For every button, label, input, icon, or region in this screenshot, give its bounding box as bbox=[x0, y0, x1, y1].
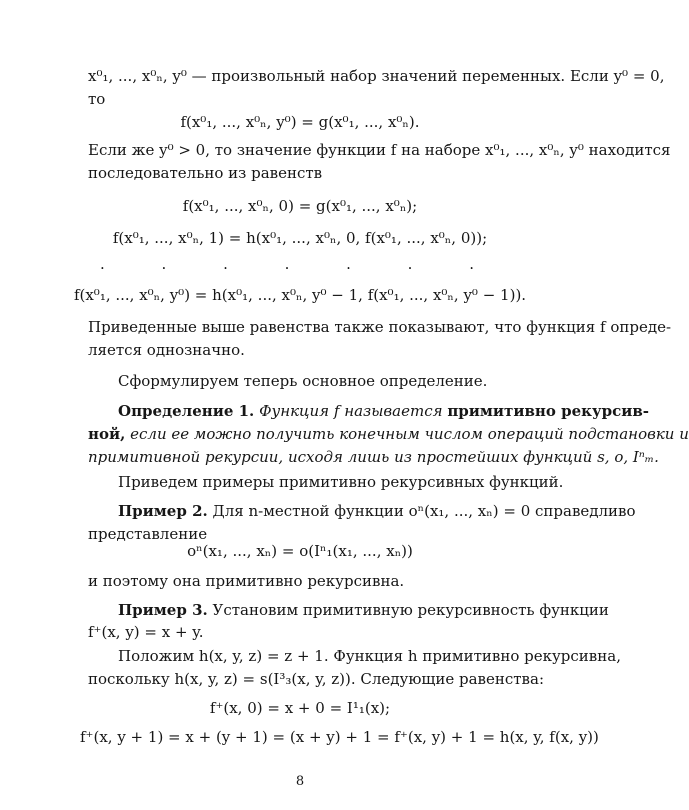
example-text: Установим примитивную рекурсивность функции bbox=[212, 601, 609, 619]
text-line: f⁺(x, y) = x + y. bbox=[88, 623, 204, 641]
text-line: Приведенные выше равенства также показывают, что функция f опреде- bbox=[88, 318, 672, 336]
formula: f⁺(x, y + 1) = x + (y + 1) = (x + y) + 1 = f⁺(x, y) + 1 = h(x, y, f(x, y)) bbox=[80, 728, 599, 746]
text-line: то bbox=[88, 90, 106, 108]
example-label: Пример 2. bbox=[118, 502, 208, 520]
definition-line bbox=[88, 424, 689, 444]
formula: oⁿ(x₁, ..., xₙ) = o(Iⁿ₁(x₁, ..., xₙ)) bbox=[187, 542, 413, 560]
text-line: Приведем примеры примитивно рекурсивных функций. bbox=[118, 473, 564, 491]
definition-text: если ее можно получить конечным числом операций подстановки и bbox=[130, 425, 689, 443]
example-label: Пример 3. bbox=[118, 601, 208, 619]
example-line bbox=[118, 600, 609, 620]
definition-text: Функция f называется bbox=[259, 402, 443, 420]
definition-term: примитивно рекурсив- bbox=[447, 402, 649, 420]
text-line: представление bbox=[88, 525, 208, 543]
text-line: Если же y⁰ > 0, то значение функции f на наборе x⁰₁, ..., x⁰ₙ, y⁰ находится bbox=[88, 141, 671, 159]
definition-text: примитивной рекурсии, исходя лишь из простейших функций s, o, Iⁿₘ. bbox=[88, 448, 659, 466]
formula: f(x⁰₁, ..., x⁰ₙ, 0) = g(x⁰₁, ..., x⁰ₙ); bbox=[182, 197, 418, 215]
page-number: 8 bbox=[295, 774, 305, 789]
definition-term-end: ной, bbox=[88, 425, 126, 443]
text-line: x⁰₁, ..., x⁰ₙ, y⁰ — произвольный набор значений переменных. Если y⁰ = 0, bbox=[88, 67, 665, 85]
formula: f(x⁰₁, ..., x⁰ₙ, y⁰) = g(x⁰₁, ..., x⁰ₙ). bbox=[180, 113, 420, 131]
text-line: Положим h(x, y, z) = z + 1. Функция h примитивно рекурсивна, bbox=[118, 647, 621, 665]
definition-line bbox=[118, 401, 649, 421]
text-line: последовательно из равенств bbox=[88, 164, 323, 182]
formula: f⁺(x, 0) = x + 0 = I¹₁(x); bbox=[209, 699, 391, 717]
text-line: ляется однозначно. bbox=[88, 341, 245, 359]
ellipsis-row: . . . . . . . bbox=[100, 255, 500, 273]
example-line bbox=[118, 501, 636, 521]
definition-label: Определение 1. bbox=[118, 402, 255, 420]
text-line: Сформулируем теперь основное определение. bbox=[118, 372, 488, 390]
example-text: Для n-местной функции oⁿ(x₁, ..., xₙ) = 0 справедливо bbox=[212, 502, 636, 520]
text-line: поскольку h(x, y, z) = s(I³₃(x, y, z)). Следующие равенства: bbox=[88, 670, 544, 688]
formula: f(x⁰₁, ..., x⁰ₙ, y⁰) = h(x⁰₁, ..., x⁰ₙ, y⁰ − 1, f(x⁰₁, ..., x⁰ₙ, y⁰ − 1)). bbox=[73, 286, 527, 304]
formula: f(x⁰₁, ..., x⁰ₙ, 1) = h(x⁰₁, ..., x⁰ₙ, 0, f(x⁰₁, ..., x⁰ₙ, 0)); bbox=[112, 229, 488, 247]
text-line: и поэтому она примитивно рекурсивна. bbox=[88, 572, 405, 590]
